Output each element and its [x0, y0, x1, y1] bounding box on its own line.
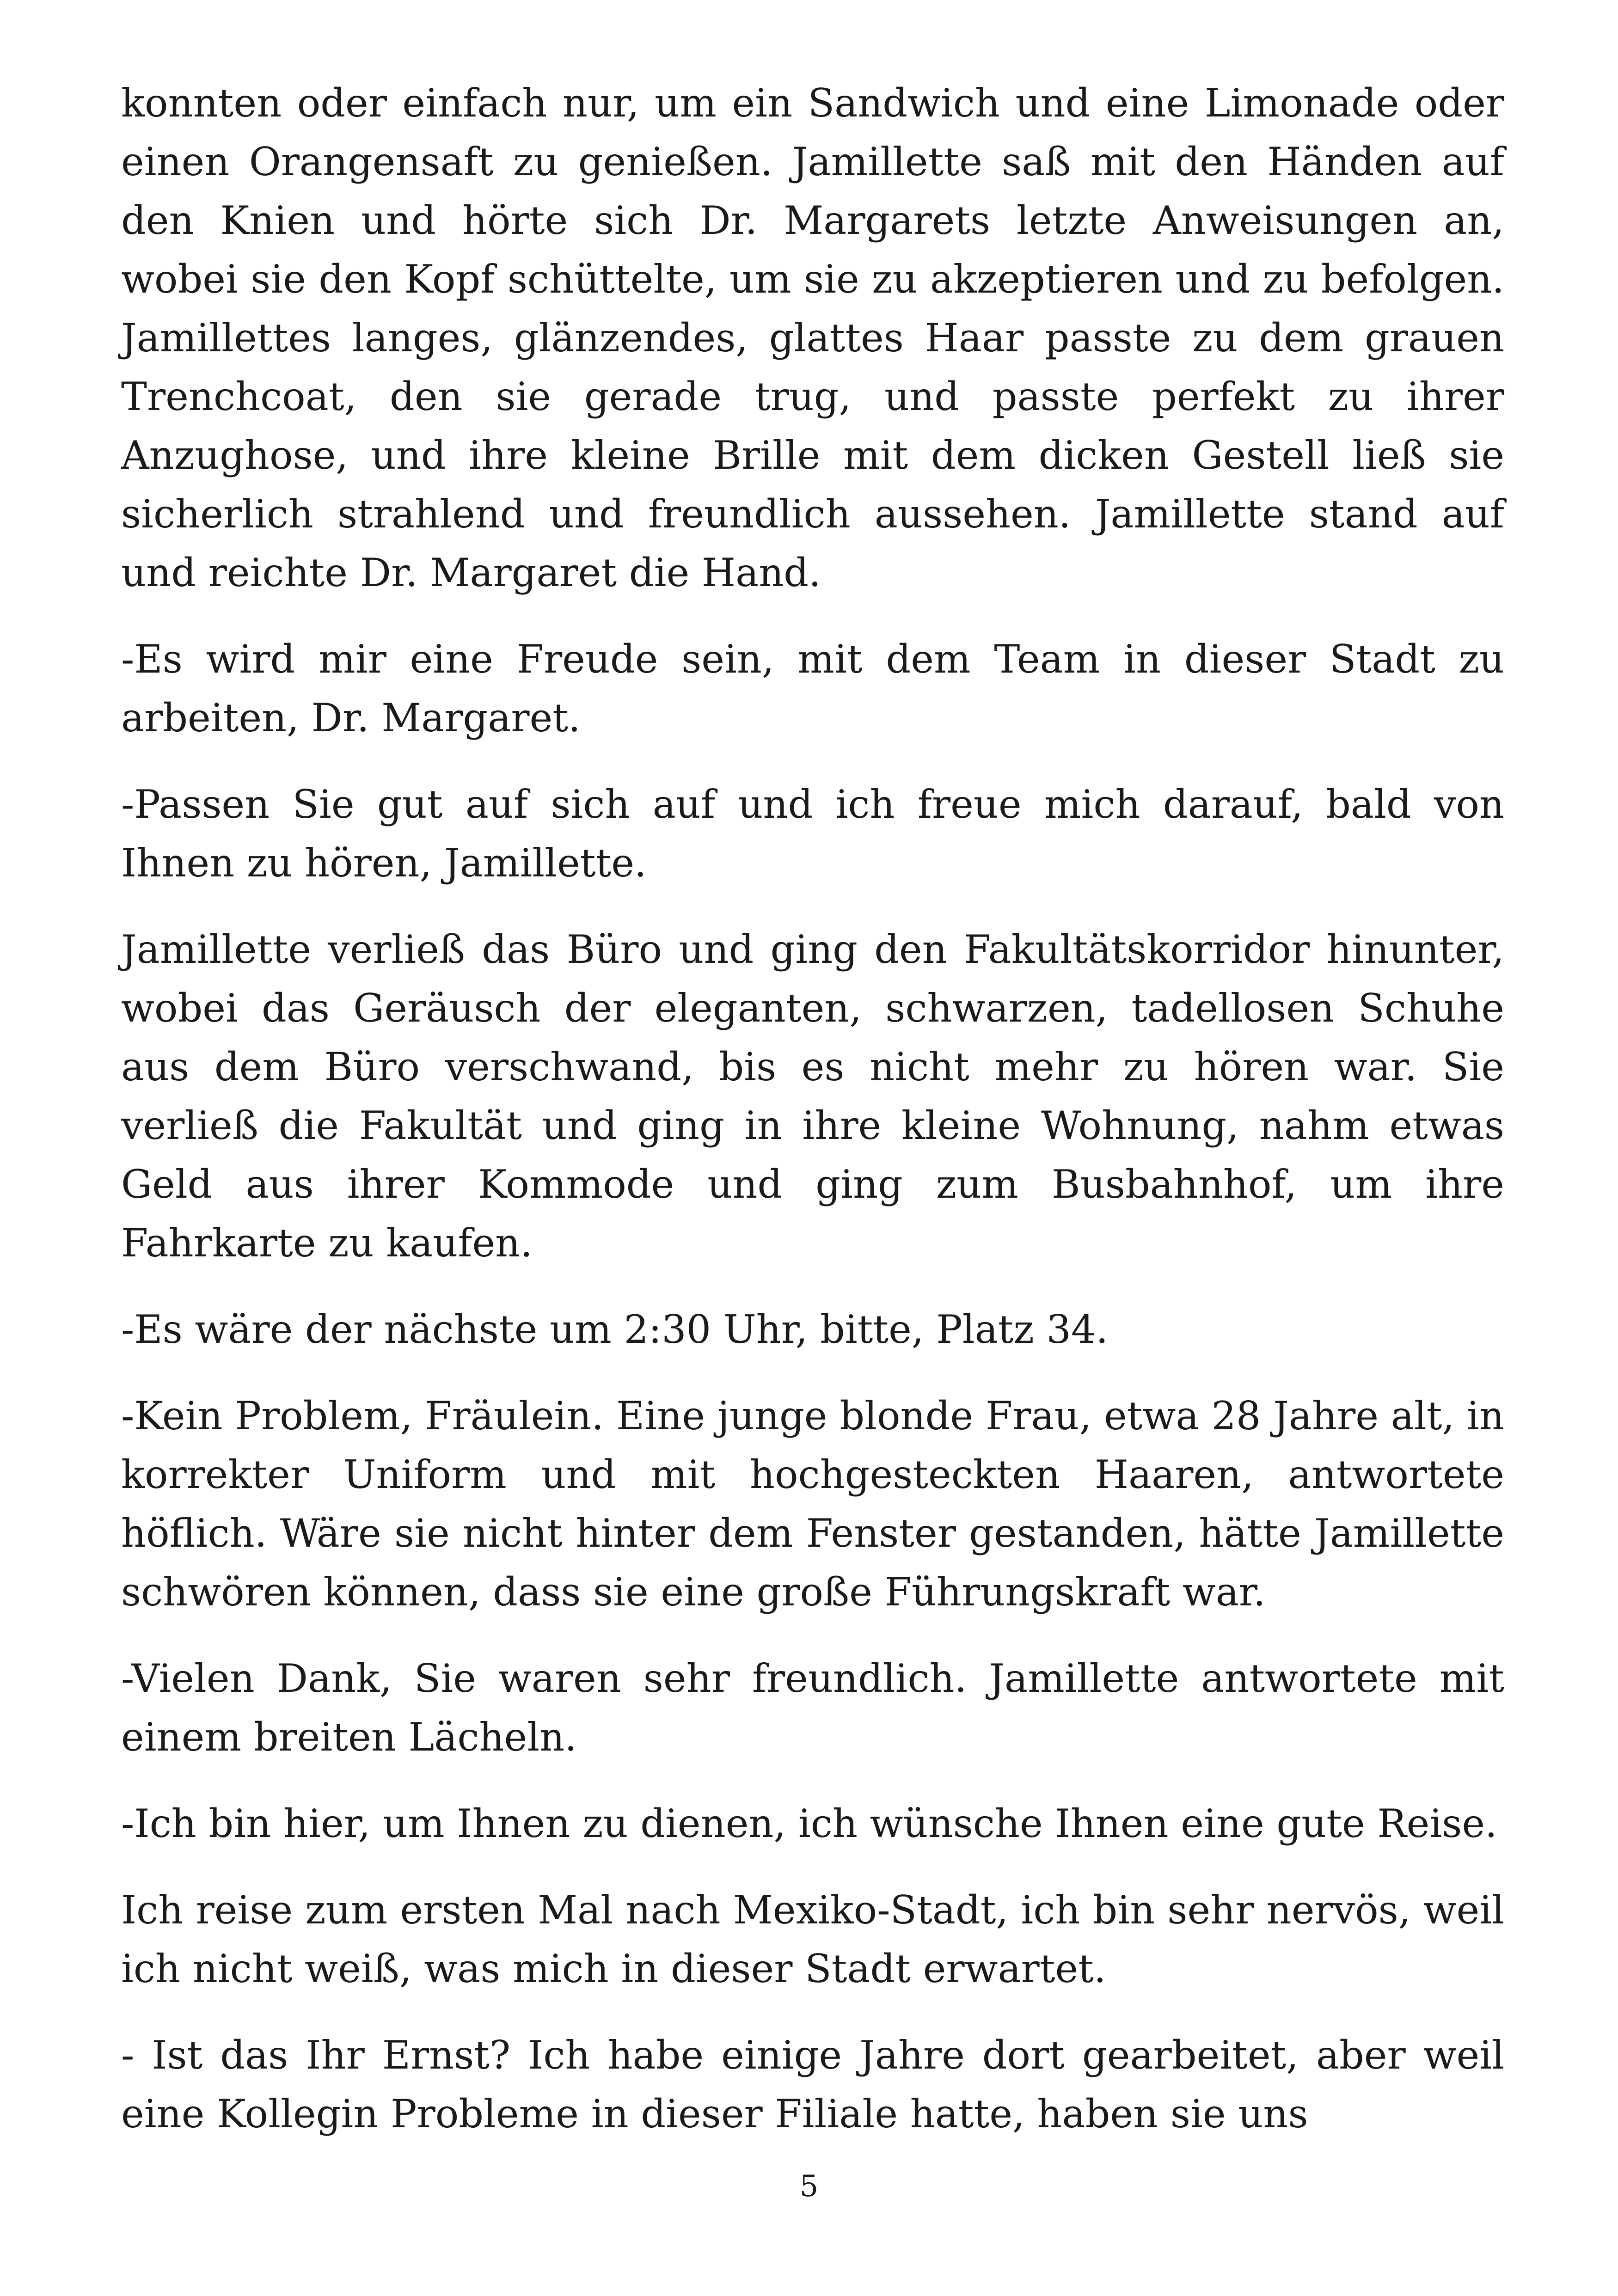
body-text: [121, 74, 1504, 2171]
paragraph: Ich reise zum ersten Mal nach Mexiko-Stadt, ich bin sehr nervös, weil ich nicht weiß, was mich in dieser Stadt erwartet.: [121, 1887, 1504, 1991]
paragraph: - Ist das Ihr Ernst? Ich habe einige Jahre dort gearbeitet, aber weil eine Kollegin Probleme in dieser Filiale hatte, haben sie uns: [121, 2033, 1504, 2137]
paragraph: -Es wäre der nächste um 2:30 Uhr, bitte, Platz 34.: [121, 1307, 1109, 1352]
paragraph: -Vielen Dank, Sie waren sehr freundlich. Jamillette antwortete mit einem breiten Lächeln.: [121, 1656, 1504, 1760]
page-number: 5: [799, 2169, 819, 2204]
paragraph: -Ich bin hier, um Ihnen zu dienen, ich wünsche Ihnen eine gute Reise.: [121, 1801, 1497, 1846]
paragraph: -Kein Problem, Fräulein. Eine junge blonde Frau, etwa 28 Jahre alt, in korrekter Uniform und mit hochgesteckten Haaren, antwortete höflich. Wäre sie nicht hinter dem Fenster gestanden, hätte Jamillette schwören können, dass sie eine große Führungskraft war.: [121, 1393, 1504, 1615]
paragraph: -Passen Sie gut auf sich auf und ich freue mich darauf, bald von Ihnen zu hören, Jamillette.: [121, 782, 1504, 886]
paragraph: konnten oder einfach nur, um ein Sandwich und eine Limonade oder einen Orangensaft zu genießen. Jamillette saß mit den Händen auf den Knien und hörte sich Dr. Margarets letzte Anweisungen an, wobei sie den Kopf schüttelte, um sie zu akzeptieren und zu befolgen. Jamillettes langes, glänzendes, glattes Haar passte zu dem grauen Trenchcoat, den sie gerade trug, und passte perfekt zu ihrer Anzughose, und ihre kleine Brille mit dem dicken Gestell ließ sie sicherlich strahlend und freundlich aussehen. Jamillette stand auf und reichte Dr. Margaret die Hand.: [121, 80, 1504, 595]
paragraph: -Es wird mir eine Freude sein, mit dem Team in dieser Stadt zu arbeiten, Dr. Margaret.: [121, 637, 1504, 741]
paragraph: Jamillette verließ das Büro und ging den Fakultätskorridor hinunter, wobei das Geräusch der eleganten, schwarzen, tadellosen Schuhe aus dem Büro verschwand, bis es nicht mehr zu hören war. Sie verließ die Fakultät und ging in ihre kleine Wohnung, nahm etwas Geld aus ihrer Kommode und ging zum Busbahnhof, um ihre Fahrkarte zu kaufen.: [121, 927, 1504, 1266]
